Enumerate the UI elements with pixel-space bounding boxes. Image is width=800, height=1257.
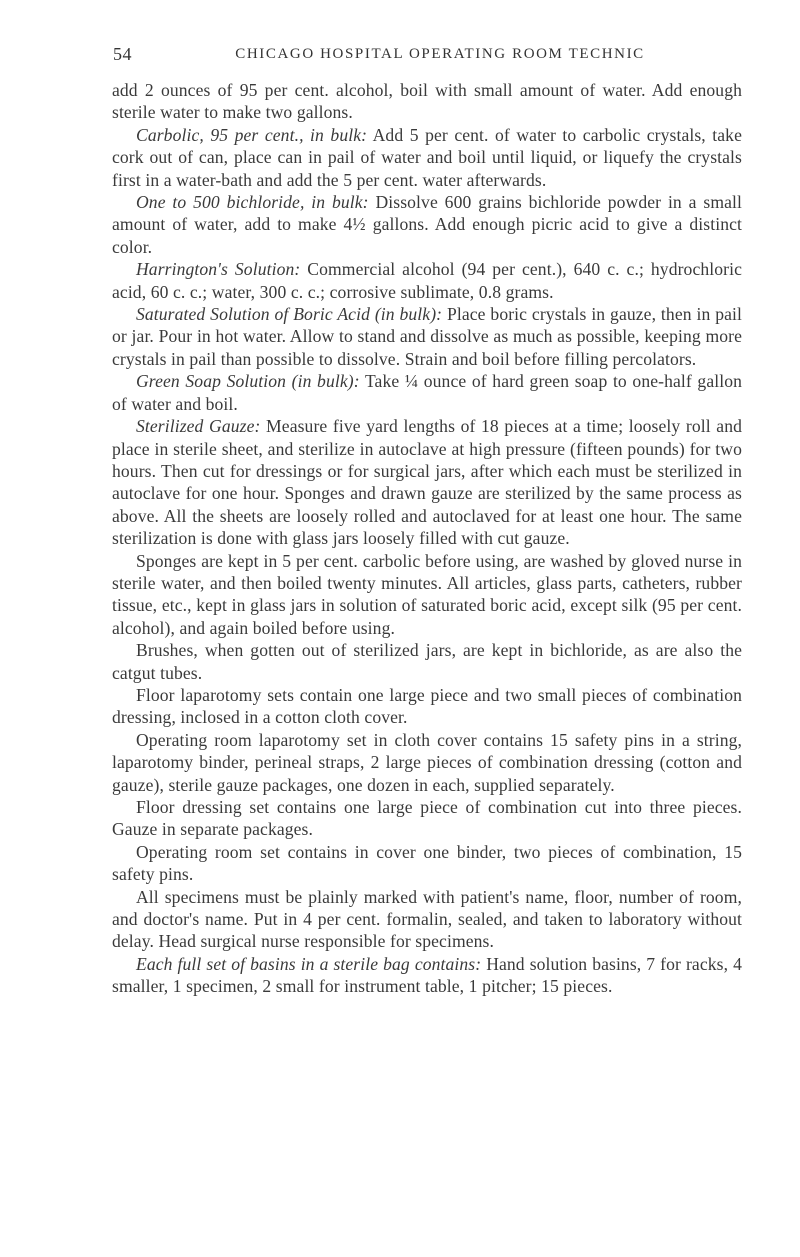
paragraph-heading: Sterilized Gauze:	[136, 416, 261, 437]
paragraph-green-soap	[112, 370, 742, 415]
paragraph-or-laparotomy	[112, 729, 742, 796]
paragraph-basins	[112, 953, 742, 998]
paragraph-text: Operating room set contains in cover one binder, two pieces of combination, 15 safety pins.	[112, 841, 742, 885]
paragraph-heading: Harrington's Solution:	[136, 259, 301, 280]
paragraph-sterilized-gauze	[112, 415, 742, 549]
paragraph-carbolic	[112, 124, 742, 191]
paragraph-text: Sponges are kept in 5 per cent. carbolic before using, are washed by gloved nurse in sterile water, and then boiled twenty minutes. All articles, glass parts, catheters, rubber tissue, etc., kept in glass jars in solution of saturated boric acid, except silk (95 per cent. alcohol), and again boiled before using.	[112, 550, 742, 638]
paragraph-specimens	[112, 886, 742, 953]
paragraph-text: Hand solution basins, 7 for racks, 4 smaller, 1 specimen, 2 small for instrument table, 1 pitcher; 15 pieces.	[112, 953, 742, 997]
paragraph-text: Dissolve 600 grains bichloride powder in a small amount of water, add to make 4½ gallons. Add enough picric acid to give a distinct color.	[112, 192, 742, 257]
body-text	[112, 79, 742, 998]
paragraph-sponges	[112, 550, 742, 640]
paragraph-text: add 2 ounces of 95 per cent. alcohol, boil with small amount of water. Add enough sterile water to make two gallons.	[112, 80, 742, 123]
paragraph-text: Place boric crystals in gauze, then in pail or jar. Pour in hot water. Allow to stand and dissolve as much as possible, keeping more crystals in pail than possible to dissolve. Strain and boil before filling percolators.	[112, 304, 742, 369]
paragraph-text: Add 5 per cent. of water to carbolic crystals, take cork out of can, place can in pail of water and boil until liquid, or liquefy the crystals first in a water-bath and add the 5 per cent. water afterwards.	[112, 124, 742, 190]
paragraph-heading: Each full set of basins in a sterile bag contains:	[136, 953, 482, 974]
paragraph-boric-acid	[112, 303, 742, 370]
paragraph-brushes	[112, 639, 742, 684]
paragraph-text: Take ¼ ounce of hard green soap to one-half gallon of water and boil.	[112, 371, 743, 414]
paragraph-text: Brushes, when gotten out of sterilized jars, are kept in bichloride, as are also the catgut tubes.	[112, 640, 742, 683]
paragraph-floor-laparotomy	[112, 684, 742, 729]
paragraph-heading: Saturated Solution of Boric Acid (in bulk):	[136, 304, 443, 325]
running-head	[113, 44, 743, 68]
paragraph-intro	[112, 79, 742, 124]
paragraph-harrington	[112, 258, 742, 303]
header-title: CHICAGO HOSPITAL OPERATING ROOM TECHNIC	[235, 46, 645, 62]
paragraph-text: Measure five yard lengths of 18 pieces at a time; loosely roll and place in sterile sheet, and sterilize in autoclave at high pressure (fifteen pounds) for two hours. Then cut for dressings or for surgical jars, after which each must be sterilized in autoclave for one hour. Sponges and drawn gauze are sterilized by the same process as above. All the sheets are loosely rolled and autoclaved for at least one hour. The same sterilization is done with glass jars loosely filled with cut gauze.	[112, 416, 743, 549]
paragraph-heading: Green Soap Solution (in bulk):	[136, 371, 360, 392]
paragraph-text: Operating room laparotomy set in cloth cover contains 15 safety pins in a string, laparotomy binder, perineal straps, 2 large pieces of combination dressing (cotton and gauze), sterile gauze packages, one dozen in each, supplied separately.	[112, 729, 742, 795]
paragraph-or-set	[112, 841, 742, 886]
paragraph-text: Floor laparotomy sets contain one large piece and two small pieces of combination dressing, inclosed in a cotton cloth cover.	[112, 684, 742, 728]
paragraph-floor-dressing	[112, 796, 742, 841]
paragraph-text: Floor dressing set contains one large piece of combination cut into three pieces. Gauze in separate packages.	[112, 797, 742, 840]
page-number: 54	[113, 44, 132, 64]
paragraph-heading: One to 500 bichloride, in bulk:	[136, 192, 369, 213]
paragraph-bichloride	[112, 191, 742, 258]
paragraph-text: All specimens must be plainly marked with patient's name, floor, number of room, and doctor's name. Put in 4 per cent. formalin, sealed, and taken to laboratory without delay. Head surgical nurse responsible for specimens.	[112, 886, 742, 952]
paragraph-text: Commercial alcohol (94 per cent.), 640 c. c.; hydrochloric acid, 60 c. c.; water, 300 c. c.; corrosive sublimate, 0.8 grams.	[112, 259, 742, 302]
paragraph-heading: Carbolic, 95 per cent., in bulk:	[136, 124, 368, 145]
